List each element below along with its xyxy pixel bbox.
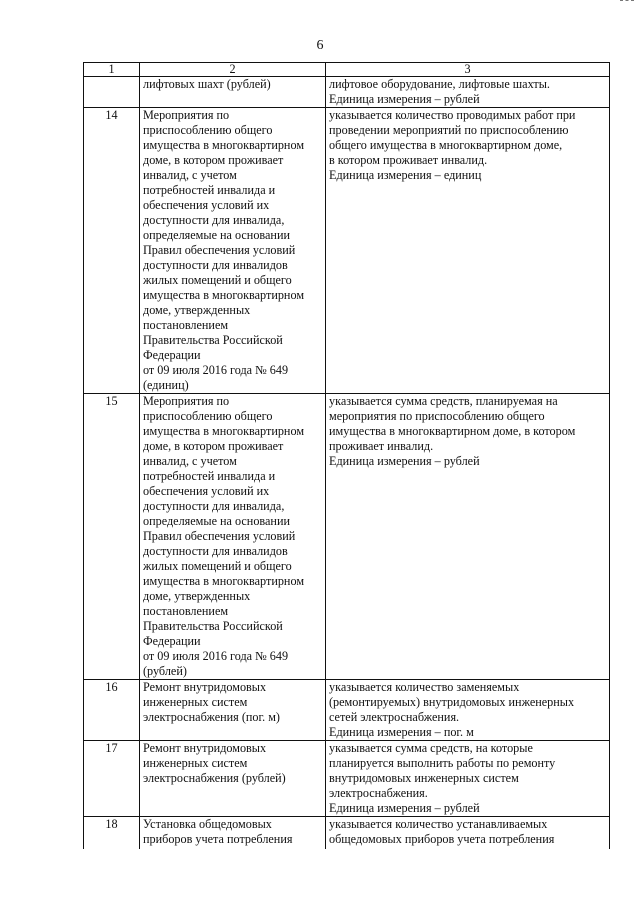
indicator-name-line: имущества в многоквартирном — [143, 288, 305, 302]
row-number: 17 — [84, 741, 140, 817]
header-col-2: 2 — [140, 63, 326, 77]
indicator-description-line: (ремонтируемых) внутридомовых инженерных — [329, 695, 575, 709]
indicator-description-line: Единица измерения – рублей — [329, 801, 480, 815]
indicator-description-line: проведении мероприятий по приспособлению — [329, 123, 569, 137]
header-col-1: 1 — [84, 63, 140, 77]
indicator-description-line: лифтовое оборудование, лифтовые шахты. — [329, 77, 550, 91]
indicator-name-line: определяемые на основании — [143, 228, 290, 242]
indicator-name-line: приспособлению общего — [143, 409, 273, 423]
requirements-table — [83, 62, 610, 849]
indicator-name-cell — [140, 741, 326, 817]
indicator-name-line: доме, утвержденных — [143, 303, 251, 317]
indicator-name-line: имущества в многоквартирном — [143, 138, 305, 152]
indicator-description-line: указывается количество заменяемых — [329, 680, 520, 694]
indicator-description-line: общедомовых приборов учета потребления — [329, 832, 555, 846]
indicator-name-line: инженерных систем — [143, 756, 248, 770]
indicator-name-line: Мероприятия по — [143, 394, 230, 408]
indicator-description-line: общего имущества в многоквартирном доме, — [329, 138, 563, 152]
indicator-name-cell — [140, 817, 326, 850]
indicator-name-line: электроснабжения (рублей) — [143, 771, 286, 785]
table-row — [84, 817, 610, 850]
indicator-description-line: проживает инвалид. — [329, 439, 434, 453]
page-number: 6 — [316, 38, 324, 53]
indicator-description-cell — [326, 680, 610, 741]
indicator-name-line: Правительства Российской — [143, 333, 283, 347]
indicator-description-line: электроснабжения. — [329, 786, 428, 800]
table-row — [84, 108, 610, 394]
indicator-name-line: обеспечения условий их — [143, 484, 270, 498]
indicator-name-line: лифтовых шахт (рублей) — [143, 77, 271, 91]
indicator-description-line: указывается количество устанавливаемых — [329, 817, 548, 831]
indicator-name-line: приборов учета потребления — [143, 832, 293, 846]
indicator-description-cell — [326, 394, 610, 680]
indicator-name-line: определяемые на основании — [143, 514, 290, 528]
indicator-description-cell — [326, 108, 610, 394]
indicator-description-line: внутридомовых инженерных систем — [329, 771, 519, 785]
indicator-name-line: жилых помещений и общего — [143, 273, 292, 287]
indicator-name-line: жилых помещений и общего — [143, 559, 292, 573]
indicator-name-line: от 09 июля 2016 года № 649 — [143, 363, 289, 377]
indicator-name-line: (рублей) — [143, 664, 187, 678]
row-number: 15 — [84, 394, 140, 680]
indicator-name-line: обеспечения условий их — [143, 198, 270, 212]
indicator-description-line: указывается сумма средств, планируемая на — [329, 394, 558, 408]
indicator-name-line: Правительства Российской — [143, 619, 283, 633]
indicator-description-line: в котором проживает инвалид. — [329, 153, 488, 167]
indicator-name-line: инженерных систем — [143, 695, 248, 709]
indicator-name-line: Федерации — [143, 348, 201, 362]
indicator-name-line: Правил обеспечения условий — [143, 243, 296, 257]
indicator-description-line: имущества в многоквартирном доме, в котором — [329, 424, 576, 438]
indicator-name-line: Установка общедомовых — [143, 817, 272, 831]
indicator-name-line: Ремонт внутридомовых — [143, 680, 267, 694]
indicator-description-cell — [326, 817, 610, 850]
indicator-description-line: указывается количество проводимых работ при — [329, 108, 576, 122]
indicator-description-line: сетей электроснабжения. — [329, 710, 460, 724]
indicator-name-cell — [140, 108, 326, 394]
indicator-name-line: доступности для инвалида, — [143, 499, 285, 513]
indicator-name-line: инвалид, с учетом — [143, 454, 237, 468]
table-body — [84, 77, 610, 850]
row-number — [84, 77, 140, 108]
indicator-name-line: имущества в многоквартирном — [143, 574, 305, 588]
indicator-name-line: (единиц) — [143, 378, 189, 392]
indicator-name-line: доме, утвержденных — [143, 589, 251, 603]
indicator-name-line: Правил обеспечения условий — [143, 529, 296, 543]
indicator-name-cell — [140, 394, 326, 680]
indicator-name-line: Федерации — [143, 634, 201, 648]
indicator-name-line: инвалид, с учетом — [143, 168, 237, 182]
indicator-name-line: потребностей инвалида и — [143, 469, 276, 483]
indicator-description-cell — [326, 741, 610, 817]
table-row — [84, 77, 610, 108]
header-col-3: 3 — [326, 63, 610, 77]
indicator-name-cell — [140, 680, 326, 741]
indicator-name-line: электроснабжения (пог. м) — [143, 710, 280, 724]
indicator-name-line: доступности для инвалидов — [143, 258, 288, 272]
indicator-name-line: Ремонт внутридомовых — [143, 741, 267, 755]
row-number: 14 — [84, 108, 140, 394]
indicator-name-line: доме, в котором проживает — [143, 153, 284, 167]
scan-corner-mark — [620, 0, 634, 5]
indicator-description-cell — [326, 77, 610, 108]
indicator-description-line: указывается сумма средств, на которые — [329, 741, 533, 755]
indicator-description-line: планируется выполнить работы по ремонту — [329, 756, 556, 770]
indicator-description-line: Единица измерения – рублей — [329, 454, 480, 468]
indicator-name-line: доступности для инвалидов — [143, 544, 288, 558]
row-number: 18 — [84, 817, 140, 850]
indicator-name-line: от 09 июля 2016 года № 649 — [143, 649, 289, 663]
row-number: 16 — [84, 680, 140, 741]
indicator-name-line: имущества в многоквартирном — [143, 424, 305, 438]
indicator-name-cell — [140, 77, 326, 108]
table-row — [84, 741, 610, 817]
indicator-name-line: постановлением — [143, 604, 229, 618]
indicator-description-line: Единица измерения – рублей — [329, 92, 480, 106]
indicator-description-line: мероприятия по приспособлению общего — [329, 409, 545, 423]
indicator-name-line: потребностей инвалида и — [143, 183, 276, 197]
indicator-description-line: Единица измерения – единиц — [329, 168, 482, 182]
indicator-name-line: доступности для инвалида, — [143, 213, 285, 227]
table-row — [84, 394, 610, 680]
indicator-description-line: Единица измерения – пог. м — [329, 725, 474, 739]
indicator-name-line: Мероприятия по — [143, 108, 230, 122]
indicator-name-line: постановлением — [143, 318, 229, 332]
table-header-row — [84, 63, 610, 77]
indicator-name-line: доме, в котором проживает — [143, 439, 284, 453]
table-row — [84, 680, 610, 741]
indicator-name-line: приспособлению общего — [143, 123, 273, 137]
